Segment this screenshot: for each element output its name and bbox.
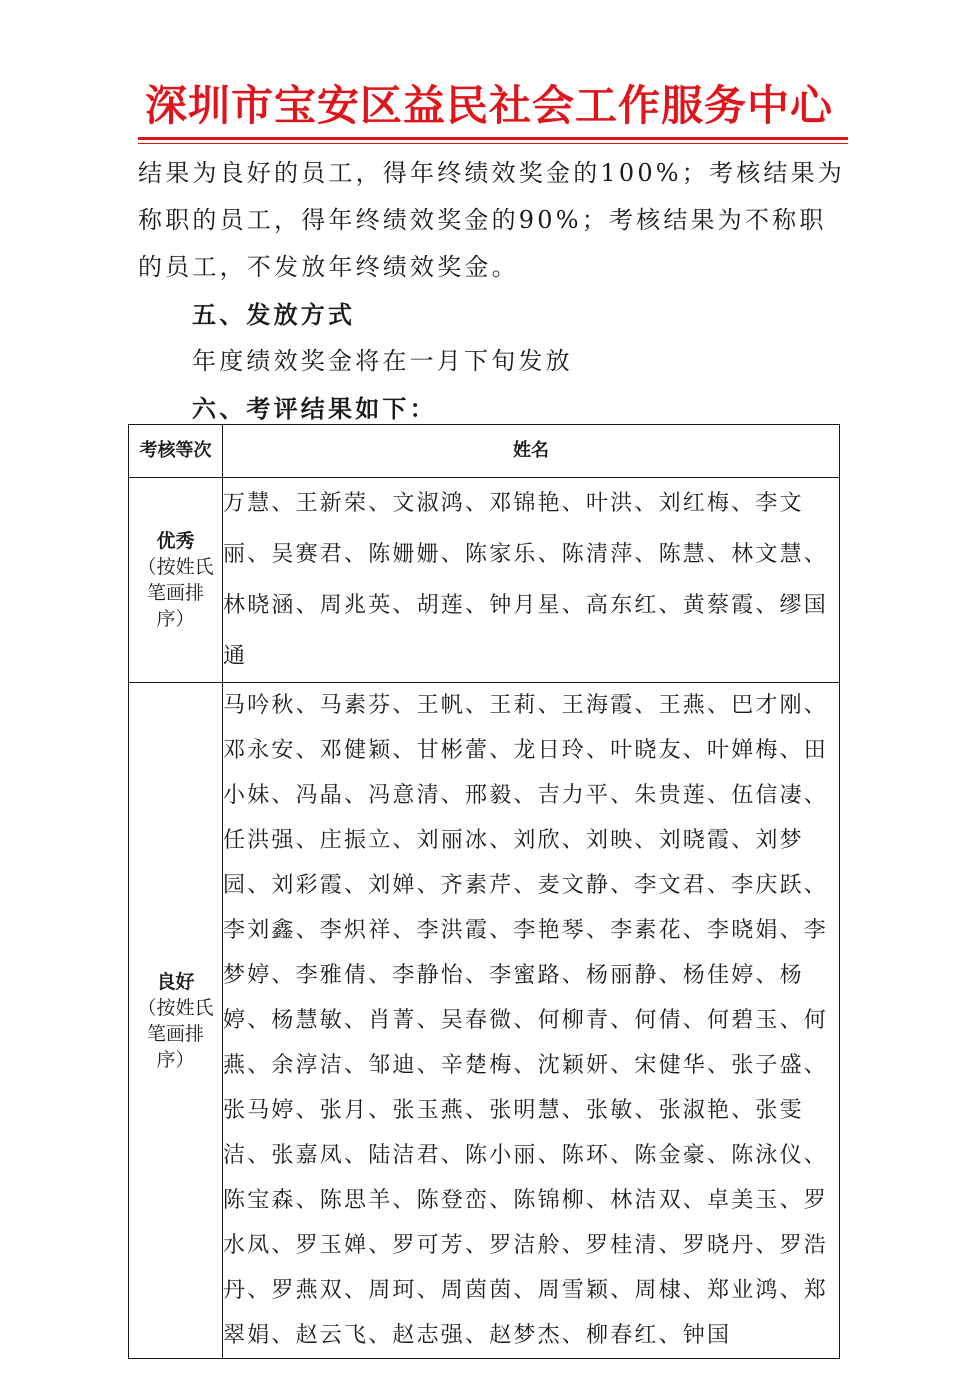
- evaluation-results-table: [128, 424, 840, 1359]
- header-grade-cell: 考核等次: [129, 425, 223, 478]
- letterhead-rule-thick: [138, 137, 848, 140]
- table-row: [129, 683, 840, 1359]
- section-5-heading: 五、发放方式: [192, 300, 356, 329]
- section-6-heading: 六、考评结果如下：: [192, 394, 437, 423]
- section-5-text: 年度绩效奖金将在一月下旬发放: [192, 347, 573, 375]
- grade-label: 良好: [156, 970, 195, 993]
- table-header-row: [129, 425, 840, 478]
- letterhead-title: 深圳市宝安区益民社会工作服务中心: [144, 81, 833, 130]
- table-row: [129, 478, 840, 683]
- bonus-rules-paragraph: 结果为良好的员工，得年终绩效奖金的100%；考核结果为称职的员工，得年终绩效奖金的90%；考核结果为不称职的员工，不发放年终绩效奖金。: [138, 159, 846, 281]
- document-body: [138, 150, 850, 432]
- grade-cell-excellent: [129, 478, 223, 683]
- grade-sort-note: （按姓氏笔画排序）: [137, 556, 214, 630]
- grade-label: 优秀: [156, 530, 195, 552]
- header-names-cell: 姓名: [223, 425, 840, 478]
- grade-cell-good: [129, 683, 223, 1359]
- grade-sort-note: （按姓氏笔画排序）: [137, 996, 214, 1071]
- names-list-excellent: 万慧、王新荣、文淑鸿、邓锦艳、叶洪、刘红梅、李文丽、吴赛君、陈姗姗、陈家乐、陈清萍、陈慧、林文慧、林晓涵、周兆英、胡莲、钟月星、高东红、黄蔡霞、缪国通: [223, 478, 840, 683]
- letterhead-rule-thin: [138, 143, 848, 144]
- names-list-good: 马吟秋、马素芬、王帆、王莉、王海霞、王燕、巴才刚、邓永安、邓健颖、甘彬蕾、龙日玲、叶晓友、叶婵梅、田小妹、冯晶、冯意清、邢毅、吉力平、朱贵莲、伍信凄、任洪强、庄振立、刘丽冰、刘欣、刘映、刘晓霞、刘梦园、刘彩霞、刘婵、齐素芹、麦文静、李文君、李庆跃、李刘鑫、李炽祥、李洪霞、李艳琴、李素花、李晓娟、李梦婷、李雅倩、李静怡、李蜜路、杨丽静、杨佳婷、杨婷、杨慧敏、肖菁、吴春微、何柳青、何倩、何碧玉、何燕、余淳洁、邹迪、辛楚梅、沈颖妍、宋健华、张子盛、张马婷、张月、张玉燕、张明慧、张敏、张淑艳、张雯洁、张嘉凤、陆洁君、陈小丽、陈环、陈金豪、陈泳仪、陈宝森、陈思羊、陈登峦、陈锦柳、林洁双、卓美玉、罗水凤、罗玉婵、罗可芳、罗洁舲、罗桂清、罗晓丹、罗浩丹、罗燕双、周珂、周茵茵、周雪颖、周棣、郑业鸿、郑翠娟、赵云飞、赵志强、赵梦杰、柳春红、钟国: [223, 683, 840, 1359]
